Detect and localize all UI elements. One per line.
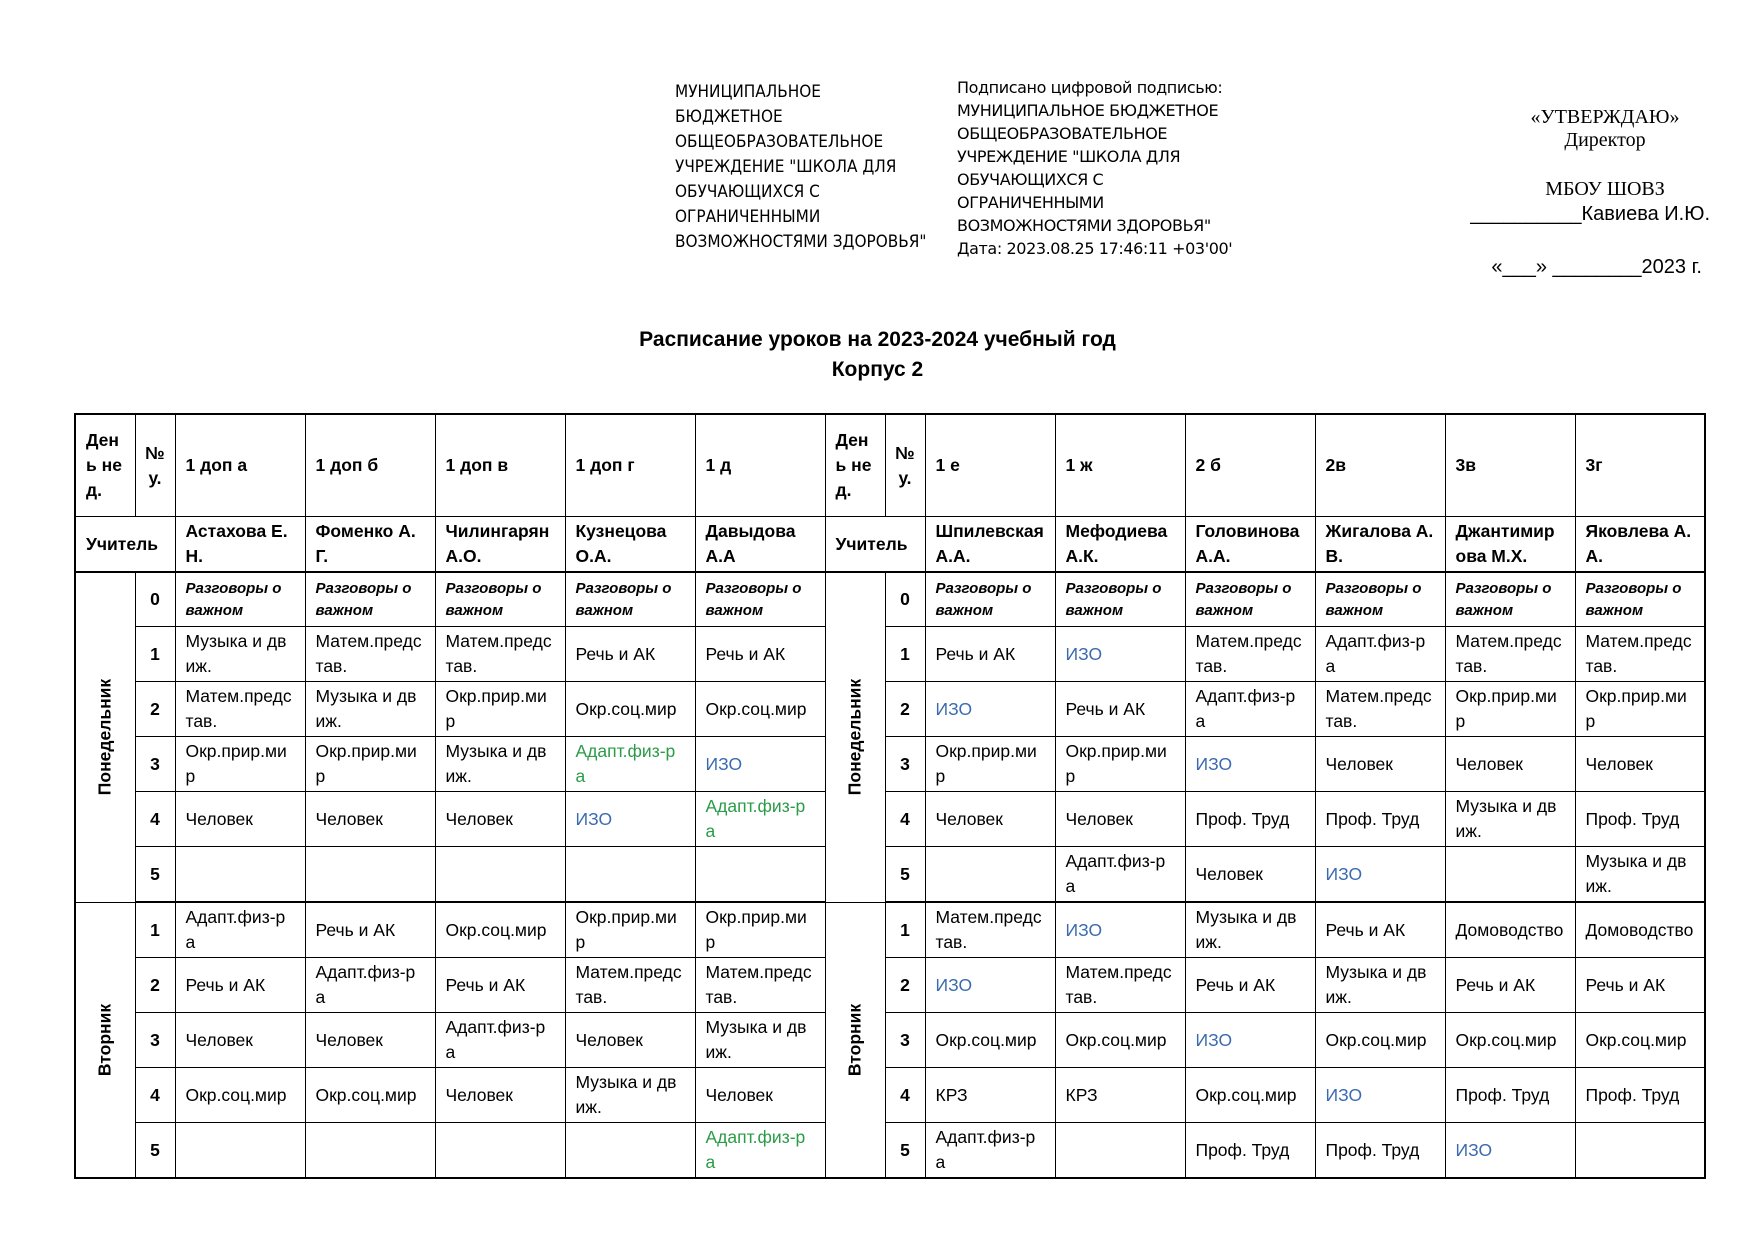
class-header: 2в xyxy=(1315,414,1445,517)
lesson-cell xyxy=(1575,1123,1705,1179)
teacher-name: Чилингарян А.О. xyxy=(435,517,565,573)
lesson-cell xyxy=(175,1123,305,1179)
lesson-cell: Окр.соц.мир xyxy=(925,1013,1055,1068)
lesson-cell: Музыка и движ. xyxy=(435,737,565,792)
lesson-cell: Окр.соц.мир xyxy=(565,682,695,737)
lesson-cell: ИЗО xyxy=(565,792,695,847)
signature-line: Подписано цифровой подписью: xyxy=(957,78,1223,97)
lesson-cell: Окр.соц.мир xyxy=(1185,1068,1315,1123)
lesson-cell: Музыка и движ. xyxy=(565,1068,695,1123)
lesson-cell xyxy=(1055,1123,1185,1179)
page-title-block xyxy=(0,325,1755,385)
lesson-cell: Человек xyxy=(695,1068,825,1123)
teacher-name: Фоменко А.Г. xyxy=(305,517,435,573)
lesson-cell xyxy=(305,1123,435,1179)
lesson-number: 1 xyxy=(885,627,925,682)
org-line: ОБЩЕОБРАЗОВАТЕЛЬНОЕ xyxy=(675,132,884,152)
day-name-cell xyxy=(825,902,885,1178)
lesson-cell: Окр.прир.мир xyxy=(925,737,1055,792)
lesson-cell: Речь и АК xyxy=(1575,958,1705,1013)
teacher-name: Астахова Е.Н. xyxy=(175,517,305,573)
lesson-cell: Человек xyxy=(925,792,1055,847)
lesson-cell: Человек xyxy=(1445,737,1575,792)
lesson-number: 2 xyxy=(135,958,175,1013)
lesson-cell xyxy=(565,1123,695,1179)
lesson-cell xyxy=(435,847,565,903)
lesson-cell: Речь и АК xyxy=(305,902,435,958)
lesson-number: 3 xyxy=(885,737,925,792)
lesson-cell: Речь и АК xyxy=(565,627,695,682)
lesson-cell: Разговоры о важном xyxy=(435,572,565,627)
lesson-number: 4 xyxy=(135,792,175,847)
lesson-cell: КРЗ xyxy=(925,1068,1055,1123)
lesson-number-header: № у. xyxy=(135,414,175,517)
org-line: БЮДЖЕТНОЕ xyxy=(675,107,783,127)
day-name: Понедельник xyxy=(844,679,865,796)
lesson-cell: ИЗО xyxy=(1185,1013,1315,1068)
lesson-cell: Музыка и движ. xyxy=(695,1013,825,1068)
lesson-cell: Адапт.физ-ра xyxy=(435,1013,565,1068)
lesson-cell: Проф. Труд xyxy=(1445,1068,1575,1123)
class-header: 1 доп а xyxy=(175,414,305,517)
lesson-cell: Музыка и движ. xyxy=(1575,847,1705,903)
signature-line: ВОЗМОЖНОСТЯМИ ЗДОРОВЬЯ" xyxy=(957,216,1211,235)
lesson-cell: Разговоры о важном xyxy=(695,572,825,627)
lesson-cell: Разговоры о важном xyxy=(565,572,695,627)
teacher-name: Головинова А.А. xyxy=(1185,517,1315,573)
lesson-cell xyxy=(1445,847,1575,903)
lesson-cell: ИЗО xyxy=(1445,1123,1575,1179)
lesson-cell: Адапт.физ-ра xyxy=(1185,682,1315,737)
lesson-cell: Речь и АК xyxy=(1445,958,1575,1013)
approve-position: Директор xyxy=(1564,129,1646,151)
lesson-cell: Речь и АК xyxy=(1185,958,1315,1013)
lesson-cell: Проф. Труд xyxy=(1185,792,1315,847)
lesson-cell: Музыка и движ. xyxy=(1315,958,1445,1013)
lesson-cell: Разговоры о важном xyxy=(175,572,305,627)
lesson-cell: Домоводство xyxy=(1445,902,1575,958)
teacher-name: Кузнецова О.А. xyxy=(565,517,695,573)
lesson-cell xyxy=(435,1123,565,1179)
org-line: УЧРЕЖДЕНИЕ "ШКОЛА ДЛЯ xyxy=(675,157,897,177)
day-name: Вторник xyxy=(94,1003,115,1076)
lesson-cell: Окр.соц.мир xyxy=(175,1068,305,1123)
signature-line: ОБУЧАЮЩИХСЯ С xyxy=(957,170,1104,189)
lesson-cell: Музыка и движ. xyxy=(175,627,305,682)
teacher-name: Давыдова А.А xyxy=(695,517,825,573)
lesson-cell: Матем.представ. xyxy=(1185,627,1315,682)
lesson-cell: Речь и АК xyxy=(695,627,825,682)
org-line: ОГРАНИЧЕННЫМИ xyxy=(675,207,821,227)
lesson-number: 5 xyxy=(135,847,175,903)
lesson-cell: Матем.представ. xyxy=(1575,627,1705,682)
lesson-number: 4 xyxy=(885,792,925,847)
lesson-cell: Окр.соц.мир xyxy=(1445,1013,1575,1068)
lesson-cell: Окр.прир.мир xyxy=(435,682,565,737)
lesson-cell: Адапт.физ-ра xyxy=(1315,627,1445,682)
organization-name xyxy=(675,80,945,255)
lesson-cell: Музыка и движ. xyxy=(1445,792,1575,847)
approval-stamp xyxy=(1430,106,1710,279)
lesson-cell: Домоводство xyxy=(1575,902,1705,958)
lesson-cell: Окр.прир.мир xyxy=(695,902,825,958)
lesson-number: 2 xyxy=(885,958,925,1013)
lesson-cell: КРЗ xyxy=(1055,1068,1185,1123)
lesson-number: 0 xyxy=(135,572,175,627)
lesson-cell xyxy=(695,847,825,903)
lesson-cell: Музыка и движ. xyxy=(305,682,435,737)
lesson-cell: Человек xyxy=(565,1013,695,1068)
lesson-cell: Адапт.физ-ра xyxy=(925,1123,1055,1179)
page-subtitle: Корпус 2 xyxy=(831,358,924,381)
lesson-cell: Речь и АК xyxy=(925,627,1055,682)
lesson-cell: Проф. Труд xyxy=(1575,1068,1705,1123)
lesson-cell: Адапт.физ-ра xyxy=(695,792,825,847)
schedule-table xyxy=(74,413,1706,1179)
lesson-cell: Человек xyxy=(305,1013,435,1068)
lesson-cell: ИЗО xyxy=(925,682,1055,737)
class-header: 1 доп в xyxy=(435,414,565,517)
lesson-number: 3 xyxy=(885,1013,925,1068)
lesson-cell: Адапт.физ-ра xyxy=(695,1123,825,1179)
lesson-cell: ИЗО xyxy=(1055,902,1185,958)
lesson-cell: Матем.представ. xyxy=(175,682,305,737)
lesson-number: 1 xyxy=(885,902,925,958)
approve-org: МБОУ ШОВЗ xyxy=(1545,178,1665,200)
lesson-cell: Матем.представ. xyxy=(1445,627,1575,682)
lesson-cell: Матем.представ. xyxy=(435,627,565,682)
day-name-cell xyxy=(75,572,135,902)
org-line: ОБУЧАЮЩИХСЯ С xyxy=(675,182,820,202)
approve-title: «УТВЕРЖДАЮ» xyxy=(1530,106,1680,128)
lesson-cell: Адапт.физ-ра xyxy=(1055,847,1185,903)
day-name-cell xyxy=(825,572,885,902)
lesson-cell: Окр.соц.мир xyxy=(695,682,825,737)
lesson-cell: Разговоры о важном xyxy=(925,572,1055,627)
lesson-cell xyxy=(565,847,695,903)
signature-line: УЧРЕЖДЕНИЕ "ШКОЛА ДЛЯ xyxy=(957,147,1181,166)
lesson-cell: Человек xyxy=(175,792,305,847)
lesson-cell xyxy=(175,847,305,903)
teacher-name: Шпилевская А.А. xyxy=(925,517,1055,573)
lesson-cell: Речь и АК xyxy=(1055,682,1185,737)
lesson-number: 4 xyxy=(885,1068,925,1123)
lesson-cell: Окр.прир.мир xyxy=(565,902,695,958)
lesson-cell: Речь и АК xyxy=(175,958,305,1013)
lesson-cell xyxy=(925,847,1055,903)
lesson-cell: ИЗО xyxy=(695,737,825,792)
lesson-cell: Разговоры о важном xyxy=(305,572,435,627)
lesson-number-header: № у. xyxy=(885,414,925,517)
day-name: Вторник xyxy=(844,1003,865,1076)
lesson-cell: Разговоры о важном xyxy=(1315,572,1445,627)
lesson-cell: ИЗО xyxy=(1315,1068,1445,1123)
class-header: 2 б xyxy=(1185,414,1315,517)
lesson-cell xyxy=(305,847,435,903)
lesson-cell: Окр.соц.мир xyxy=(1315,1013,1445,1068)
signature-line: Дата: 2023.08.25 17:46:11 +03'00' xyxy=(957,239,1233,258)
lesson-number: 5 xyxy=(885,1123,925,1179)
lesson-cell: Человек xyxy=(1575,737,1705,792)
page-title: Расписание уроков на 2023-2024 учебный год xyxy=(639,328,1116,351)
org-line: МУНИЦИПАЛЬНОЕ xyxy=(675,82,821,102)
lesson-cell: Адапт.физ-ра xyxy=(175,902,305,958)
lesson-cell: Проф. Труд xyxy=(1185,1123,1315,1179)
lesson-cell: Человек xyxy=(1315,737,1445,792)
lesson-cell: Человек xyxy=(305,792,435,847)
class-header: 1 доп б xyxy=(305,414,435,517)
teacher-name: Жигалова А.В. xyxy=(1315,517,1445,573)
lesson-cell: Окр.соц.мир xyxy=(1575,1013,1705,1068)
class-header: 1 д xyxy=(695,414,825,517)
lesson-cell: Проф. Труд xyxy=(1575,792,1705,847)
class-header: 1 доп г xyxy=(565,414,695,517)
class-header: 1 е xyxy=(925,414,1055,517)
lesson-cell: Человек xyxy=(435,792,565,847)
lesson-cell: Речь и АК xyxy=(435,958,565,1013)
lesson-number: 5 xyxy=(885,847,925,903)
day-name-cell xyxy=(75,902,135,1178)
lesson-cell: Окр.прир.мир xyxy=(1445,682,1575,737)
lesson-cell: Матем.представ. xyxy=(1055,958,1185,1013)
day-header: День нед. xyxy=(825,414,885,517)
lesson-cell: Окр.соц.мир xyxy=(305,1068,435,1123)
lesson-cell: Разговоры о важном xyxy=(1055,572,1185,627)
lesson-cell: Матем.представ. xyxy=(305,627,435,682)
lesson-cell: Человек xyxy=(1185,847,1315,903)
day-name: Понедельник xyxy=(94,679,115,796)
lesson-cell: Адапт.физ-ра xyxy=(565,737,695,792)
lesson-cell: Окр.прир.мир xyxy=(175,737,305,792)
lesson-number: 3 xyxy=(135,1013,175,1068)
lesson-cell: Матем.представ. xyxy=(925,902,1055,958)
lesson-cell: ИЗО xyxy=(925,958,1055,1013)
lesson-cell: Окр.прир.мир xyxy=(1575,682,1705,737)
org-line: ВОЗМОЖНОСТЯМИ ЗДОРОВЬЯ" xyxy=(675,232,927,252)
teacher-label: Учитель xyxy=(75,517,175,573)
lesson-cell: ИЗО xyxy=(1185,737,1315,792)
lesson-cell: Матем.представ. xyxy=(695,958,825,1013)
class-header: 3в xyxy=(1445,414,1575,517)
teacher-name: Мефодиева А.К. xyxy=(1055,517,1185,573)
teacher-label: Учитель xyxy=(825,517,925,573)
lesson-cell: Окр.соц.мир xyxy=(1055,1013,1185,1068)
lesson-number: 5 xyxy=(135,1123,175,1179)
lesson-cell: Человек xyxy=(435,1068,565,1123)
lesson-number: 0 xyxy=(885,572,925,627)
lesson-number: 4 xyxy=(135,1068,175,1123)
lesson-cell: Окр.соц.мир xyxy=(435,902,565,958)
signature-line: МУНИЦИПАЛЬНОЕ БЮДЖЕТНОЕ xyxy=(957,101,1219,120)
lesson-number: 2 xyxy=(885,682,925,737)
approve-date: «___» ________2023 г. xyxy=(1491,256,1702,278)
digital-signature xyxy=(957,76,1247,260)
lesson-cell: Речь и АК xyxy=(1315,902,1445,958)
lesson-cell: Окр.прир.мир xyxy=(1055,737,1185,792)
lesson-cell: Матем.представ. xyxy=(1315,682,1445,737)
class-header: 3г xyxy=(1575,414,1705,517)
signature-line: ОГРАНИЧЕННЫМИ xyxy=(957,193,1104,212)
teacher-name: Яковлева А. А. xyxy=(1575,517,1705,573)
approve-director: __________Кавиева И.Ю. xyxy=(1470,203,1710,225)
lesson-cell: Проф. Труд xyxy=(1315,792,1445,847)
lesson-cell: Адапт.физ-ра xyxy=(305,958,435,1013)
signature-line: ОБЩЕОБРАЗОВАТЕЛЬНОЕ xyxy=(957,124,1168,143)
lesson-number: 2 xyxy=(135,682,175,737)
lesson-cell: Разговоры о важном xyxy=(1575,572,1705,627)
lesson-cell: Человек xyxy=(1055,792,1185,847)
lesson-cell: Человек xyxy=(175,1013,305,1068)
lesson-cell: ИЗО xyxy=(1055,627,1185,682)
lesson-cell: Проф. Труд xyxy=(1315,1123,1445,1179)
teacher-name: Джантимирова М.Х. xyxy=(1445,517,1575,573)
lesson-number: 1 xyxy=(135,627,175,682)
lesson-number: 3 xyxy=(135,737,175,792)
lesson-cell: ИЗО xyxy=(1315,847,1445,903)
day-header: День нед. xyxy=(75,414,135,517)
lesson-cell: Разговоры о важном xyxy=(1185,572,1315,627)
lesson-cell: Разговоры о важном xyxy=(1445,572,1575,627)
lesson-cell: Окр.прир.мир xyxy=(305,737,435,792)
lesson-cell: Матем.представ. xyxy=(565,958,695,1013)
class-header: 1 ж xyxy=(1055,414,1185,517)
lesson-cell: Музыка и движ. xyxy=(1185,902,1315,958)
lesson-number: 1 xyxy=(135,902,175,958)
